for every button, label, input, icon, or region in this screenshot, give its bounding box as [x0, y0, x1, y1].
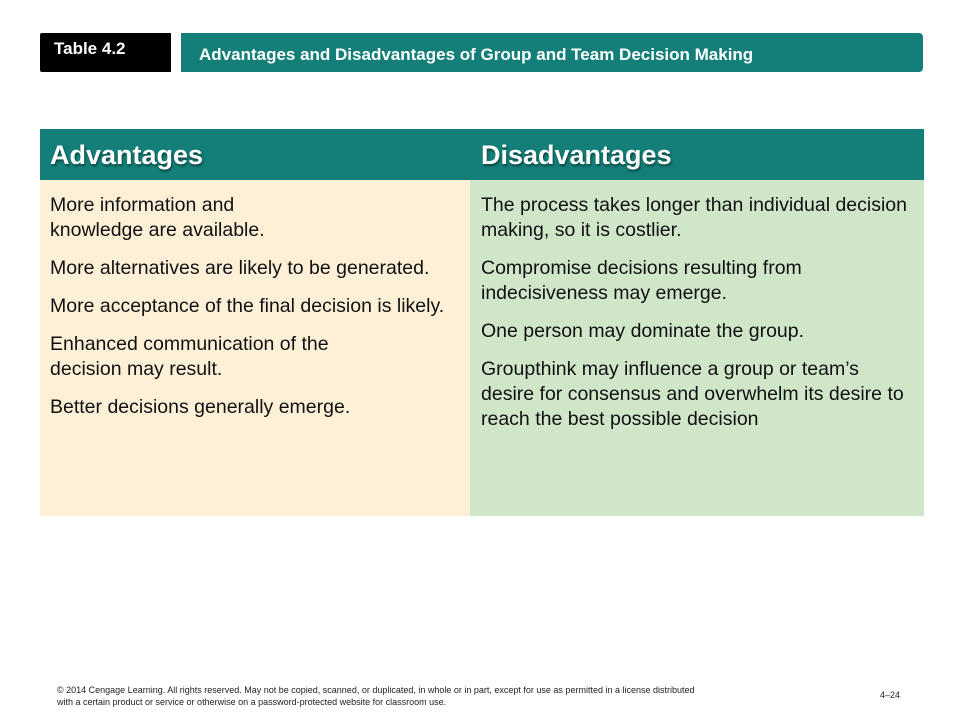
copyright-notice: © 2014 Cengage Learning. All rights reserved. May not be copied, scanned, or duplicated, in whole or in part, except for use as permitted in a license distributed with a certain product or service or otherwise on a password-protected website for classroom use. — [57, 685, 695, 707]
disadvantage-item: The process takes longer than individual decision making, so it is costlier. — [481, 194, 908, 241]
advantage-item: Enhanced communication of the decision may result. — [50, 333, 329, 380]
disadvantage-item: Groupthink may influence a group or team’s desire for consensus and overwhelm its desire to reach the best possible decision — [481, 358, 904, 430]
table-title: Advantages and Disadvantages of Group and Team Decision Making — [181, 33, 923, 72]
advantage-item: Better decisions generally emerge. — [50, 396, 351, 418]
advantage-item: More alternatives are likely to be generated. — [50, 257, 430, 279]
disadvantage-item: One person may dominate the group. — [481, 320, 805, 342]
column-header-disadvantages: Disadvantages — [481, 140, 672, 170]
advantage-item: More acceptance of the final decision is likely. — [50, 295, 445, 317]
advantage-item: More information and knowledge are available. — [50, 194, 265, 241]
column-header-advantages: Advantages — [50, 140, 204, 170]
table-header-row — [40, 129, 924, 180]
disadvantage-item: Compromise decisions resulting from indecisiveness may emerge. — [481, 257, 802, 304]
page-number: 4–24 — [880, 690, 901, 700]
disadvantages-column — [470, 180, 924, 516]
advantages-column — [40, 180, 470, 516]
table-number-label: Table 4.2 — [40, 33, 171, 72]
